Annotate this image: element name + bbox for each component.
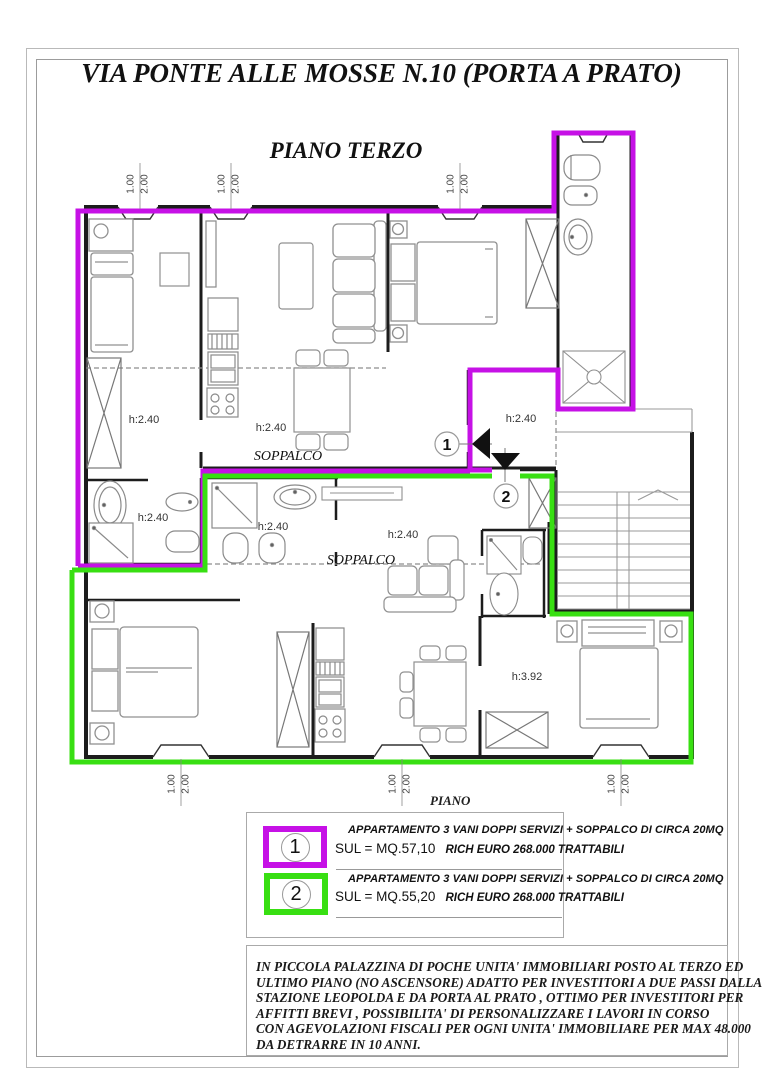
wardrobe-apt2-right bbox=[486, 712, 548, 748]
room-height-label: h:2.40 bbox=[505, 413, 537, 425]
coffee-table-apt1 bbox=[279, 243, 313, 309]
room-height-label: h:2.40 bbox=[257, 521, 289, 533]
legend-detail-2 bbox=[335, 888, 624, 906]
sofa-apt1 bbox=[333, 221, 386, 343]
dim-label: 2.00 bbox=[401, 774, 413, 794]
entrance-arrow-apt1 bbox=[472, 428, 490, 459]
room-height-label: h:2.40 bbox=[137, 512, 169, 524]
description-line: CON AGEVOLAZIONI FISCALI PER OGNI UNITA' IMMOBILIARE PER MAX 48.000 bbox=[256, 1021, 751, 1036]
page-subtitle: PIANO TERZO bbox=[269, 138, 423, 163]
description-line: AFFITTI BREVI , POSSIBILITA' DI PERSONALIZZARE I LAVORI IN CORSO bbox=[256, 1005, 710, 1021]
bed-single-apt1 bbox=[89, 219, 133, 352]
legend-detail-1 bbox=[335, 840, 624, 858]
soppalco-label: SOPPALCO bbox=[253, 449, 323, 464]
kitchen-apt2 bbox=[315, 628, 345, 742]
description-line: ULTIMO PIANO (NO ASCENSORE) ADATTO PER INVESTITORI A DUE PASSI DALLA bbox=[256, 974, 763, 990]
legend-area-1: SUL = MQ.57,10 bbox=[335, 841, 436, 856]
unit-marker-2: 2 bbox=[501, 489, 511, 506]
entrance-marker-apt1 bbox=[435, 428, 492, 459]
legend-separator-1 bbox=[336, 869, 562, 870]
wardrobe-apt1-left bbox=[87, 358, 121, 468]
wardrobe-apt2-kitchen bbox=[277, 632, 309, 747]
kitchen-apt1 bbox=[206, 221, 238, 417]
staircase bbox=[556, 409, 692, 609]
entrance-marker-apt2 bbox=[491, 448, 520, 508]
dining-table-apt1 bbox=[294, 350, 350, 450]
room-height-label: h:2.40 bbox=[128, 414, 160, 426]
legend-price-1: RICH EURO 268.000 TRATTABILI bbox=[445, 844, 624, 856]
bed-double-apt2-left bbox=[90, 601, 198, 744]
legend-description-2: APPARTAMENTO 3 VANI DOPPI SERVIZI + SOPPALCO DI CIRCA 20MQ bbox=[348, 873, 724, 885]
dining-table-apt2 bbox=[400, 646, 466, 742]
dim-label: 1.00 bbox=[125, 174, 137, 194]
bed-double-apt1 bbox=[390, 221, 497, 342]
page-title: VIA PONTE ALLE MOSSE N.10 (PORTA A PRATO) bbox=[81, 58, 682, 88]
legend-price-2: RICH EURO 268.000 TRATTABILI bbox=[445, 892, 624, 904]
shelf-apt2 bbox=[322, 487, 402, 500]
bed-double-apt2-right bbox=[557, 620, 682, 728]
dim-label: 1.00 bbox=[606, 774, 618, 794]
floor-caption: PIANO bbox=[430, 793, 471, 808]
legend-area-2: SUL = MQ.55,20 bbox=[335, 889, 436, 904]
legend-separator-2 bbox=[336, 917, 562, 918]
description-line: IN PICCOLA PALAZZINA DI POCHE UNITA' IMMOBILIARI POSTO AL TERZO ED bbox=[256, 959, 744, 974]
wardrobe-apt1-right bbox=[526, 219, 559, 308]
dim-label: 2.00 bbox=[230, 174, 242, 194]
dim-label: 2.00 bbox=[139, 174, 151, 194]
room-height-label: h:3.92 bbox=[511, 671, 543, 683]
dim-label: 2.00 bbox=[180, 774, 192, 794]
room-height-label: h:2.40 bbox=[255, 422, 287, 434]
unit-marker-1: 1 bbox=[442, 437, 452, 454]
small-bathroom-fixtures bbox=[487, 536, 542, 615]
apartment2-swatch bbox=[264, 873, 328, 915]
dim-label: 1.00 bbox=[166, 774, 178, 794]
room-height-label: h:2.40 bbox=[387, 529, 419, 541]
sofa-apt2 bbox=[384, 536, 464, 612]
description-line: STAZIONE LEOPOLDA E DA PORTA AL PRATO , OTTIMO PER INVESTITORI PER bbox=[256, 990, 744, 1005]
dim-label: 1.00 bbox=[387, 774, 399, 794]
description-line: DA DETRARRE IN 10 ANNI. bbox=[256, 1036, 421, 1052]
dim-label: 2.00 bbox=[620, 774, 632, 794]
dim-label: 1.00 bbox=[445, 174, 457, 194]
dim-label: 2.00 bbox=[459, 174, 471, 194]
legend-circle-1: 1 bbox=[281, 833, 310, 862]
soppalco-label: SOPPALCO bbox=[326, 553, 396, 568]
legend-circle-2: 2 bbox=[282, 880, 311, 909]
side-table-apt1 bbox=[160, 253, 189, 286]
description-box bbox=[246, 945, 763, 1056]
legend-description-1: APPARTAMENTO 3 VANI DOPPI SERVIZI + SOPPALCO DI CIRCA 20MQ bbox=[348, 824, 724, 836]
dim-label: 1.00 bbox=[216, 174, 228, 194]
apartment1-swatch bbox=[263, 826, 327, 868]
